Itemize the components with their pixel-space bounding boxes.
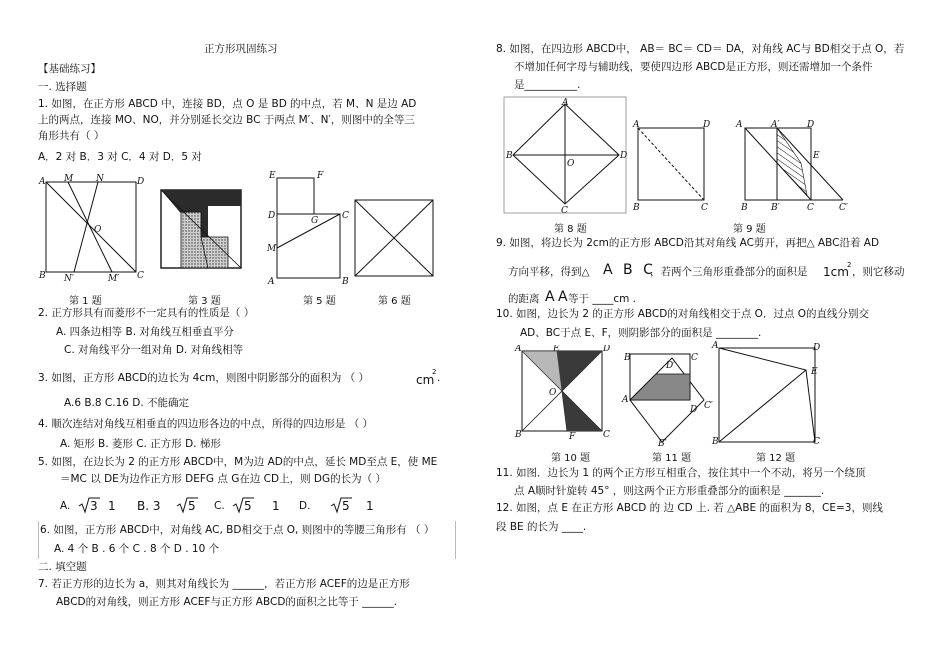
label-G: G <box>311 216 319 226</box>
label-Cp: C′ <box>839 203 848 213</box>
q5-option-a-value: 3 <box>90 499 98 513</box>
q9-line2-a: 方向平移，得到△ <box>508 266 590 278</box>
label-C: C <box>813 437 820 445</box>
label-A: A <box>39 177 46 187</box>
q1-line1: 1. 如图，在正方形 ABCD 中，连接 BD，点 O 是 BD 的中点，若 M、N 是边 AD <box>38 98 417 110</box>
label-B: B <box>342 277 349 286</box>
q1-line2: 上的两点，连接 MO、NO，并分别延长交边 BC 于两点 M′、N′，则图中的全等三 <box>38 114 415 126</box>
label-B: B <box>506 151 513 161</box>
label-Cp: C′ <box>704 401 713 411</box>
q9-line3-a: 的距离 <box>508 293 540 305</box>
label-B: B <box>633 203 640 213</box>
q5-option-a-label: A. <box>60 500 71 512</box>
label-Bp: B′ <box>658 439 667 446</box>
figure-q6 <box>352 194 442 284</box>
figure-q10 <box>513 345 613 441</box>
label-Mp: M′ <box>108 274 120 284</box>
label-E: E <box>811 367 818 377</box>
q5-option-c-tail: 1 <box>272 499 280 513</box>
figure-q5 <box>264 168 354 286</box>
figure-q3 <box>158 182 248 272</box>
q9-line3-c: 等于 ____cm . <box>568 293 637 305</box>
label-A: A <box>515 345 522 354</box>
caption-fig10: 第 10 题 <box>551 453 591 464</box>
label-D: D <box>703 120 711 130</box>
q5-option-c-label: C. <box>214 500 225 512</box>
figure-q11 <box>618 350 713 446</box>
q6-options: A. 4 个 B . 6 个 C . 8 个 D . 10 个 <box>54 543 220 555</box>
label-D: D <box>268 211 276 221</box>
q5-option-d-tail: 1 <box>366 499 374 513</box>
label-Dp: D′ <box>666 361 676 371</box>
label-A: A <box>268 277 275 286</box>
q8-line1: 8. 如图，在四边形 ABCD中， AB＝ BC＝ CD＝ DA，对角线 AC与 BD相交于点 O，若 <box>496 43 905 55</box>
label-E: E <box>553 345 560 354</box>
q9-line2-e: ，则它移动 <box>852 266 905 278</box>
q4-line1: 4. 顺次连结对角线互相垂直的四边形各边的中点，所得的四边形是 （ ） <box>38 418 374 430</box>
label-C: C <box>342 211 349 221</box>
q5-line1: 5. 如图，在边长为 2 的正方形 ABCD中，M为边 AD的中点，延长 MD至点 E，使 ME <box>38 456 438 468</box>
section-choice: 一. 选择题 <box>38 81 87 93</box>
q7-line2: ABCD的对角线，则正方形 ACEF与正方形 ABCD的面积之比等于 ______. <box>56 596 398 608</box>
q9-line2-c: ，若两个三角形重叠部分的面积是 <box>650 266 808 278</box>
q7-line1: 7. 若正方形的边长为 a，则其对角线长为 ______，若正方形 ACEF的边是正方形 <box>38 578 410 590</box>
label-Bp: B′ <box>771 203 780 213</box>
q3-options: A.6 B.8 C.16 D. 不能确定 <box>64 397 190 409</box>
label-D: D <box>813 343 821 353</box>
label-D: D <box>603 345 611 354</box>
label-D: D <box>137 177 145 187</box>
label-C: C <box>691 353 698 363</box>
caption-fig11: 第 11 题 <box>652 453 692 464</box>
label-B: B <box>741 203 748 213</box>
caption-fig12: 第 12 题 <box>756 453 796 464</box>
label-A: A <box>712 341 719 351</box>
q5-option-d-value: 5 <box>342 499 350 513</box>
label-A: A <box>736 120 743 130</box>
q8-line3: 是__________. <box>514 79 581 91</box>
label-D: D <box>807 120 815 130</box>
q9-line2-triangle: A B C <box>603 262 656 278</box>
q5-option-b-value: 5 <box>188 499 196 513</box>
q11-line2: 点 A顺时针旋转 45° ，则这两个正方形重叠部分的面积是 _______. <box>514 485 825 497</box>
label-E: E <box>813 151 820 161</box>
q2-line3: C. 对角线平分一组对角 D. 对角线相等 <box>64 344 244 356</box>
label-O: O <box>549 388 557 398</box>
q3-unit-sup: 2 <box>432 368 437 376</box>
label-C: C <box>807 203 814 213</box>
q6-line1: 6. 如图，正方形 ABCD中，对角线 AC, BD相交于点 O, 则图中的等腰三角形有 （ ） <box>40 524 435 536</box>
q1-line3: 角形共有（ ） <box>38 130 105 142</box>
section-fill: 二. 填空题 <box>38 561 87 573</box>
label-B: B <box>39 271 46 281</box>
q9-line3-aa: AA <box>545 289 571 305</box>
label-F: F <box>569 432 576 441</box>
q9-line1: 9. 如图，将边长为 2cm的正方形 ABCD沿其对角线 AC剪开，再把△ ABC沿着 AD <box>496 237 880 249</box>
label-C: C <box>701 203 708 213</box>
q5-option-d-label: D. <box>299 500 311 512</box>
q5-option-a-tail: 1 <box>108 499 116 513</box>
label-B: B <box>515 430 522 440</box>
q11-line1: 11. 如图．边长为 1 的两个正方形互相重合，按住其中一个不动，将另一个绕顶 <box>496 467 866 479</box>
q4-options: A. 矩形 B. 菱形 C. 正方形 D. 梯形 <box>60 438 221 450</box>
caption-fig9: 第 9 题 <box>733 224 766 235</box>
label-C: C <box>137 271 144 281</box>
figure-q8 <box>503 96 628 214</box>
label-F: F <box>317 171 324 181</box>
label-N: N <box>96 174 104 184</box>
q8-line2: 不增加任何字母与辅助线，要使四边形 ABCD是正方形，则还需增加一个条件 <box>514 61 873 73</box>
q3-unit: cm <box>416 373 435 387</box>
figure-q12 <box>710 340 825 445</box>
q10-line2: AD、BC于点 E、F，则阴影部分的面积是 ________. <box>520 327 762 339</box>
q3-dot: . <box>437 372 441 384</box>
q9-line2-sup: 2 <box>847 261 852 269</box>
label-E: E <box>269 171 276 181</box>
caption-fig6: 第 6 题 <box>378 296 411 307</box>
label-M: M <box>64 174 74 184</box>
q12-line2: 段 BE 的长为 ____. <box>496 521 587 533</box>
section-basic: 【基础练习】 <box>38 63 101 75</box>
q9-line2-d: 1cm <box>823 265 849 279</box>
q3-line1: 3. 如图，正方形 ABCD的边长为 4cm，则图中阴影部分的面积为 （ ） <box>38 372 370 384</box>
label-A: A <box>562 98 569 108</box>
label-C: C <box>561 206 568 214</box>
caption-fig5: 第 5 题 <box>303 296 336 307</box>
label-C: C <box>603 430 610 440</box>
label-O: O <box>567 159 575 169</box>
q5-option-c-value: 5 <box>244 499 252 513</box>
q2-line2: A. 四条边相等 B. 对角线互相垂直平分 <box>56 326 234 338</box>
label-O: O <box>94 225 102 235</box>
figure-q1 <box>38 172 148 284</box>
label-A: A <box>622 395 629 405</box>
label-D: D <box>620 151 628 161</box>
label-M: M <box>267 244 277 254</box>
q1-options: A．2 对 B．3 对 C．4 对 D．5 对 <box>38 151 202 163</box>
q5-option-b-label: B. 3 <box>137 499 161 513</box>
caption-fig3: 第 3 题 <box>188 296 221 307</box>
label-B: B <box>712 437 719 445</box>
caption-fig8: 第 8 题 <box>554 224 587 235</box>
figure-q9 <box>631 118 856 214</box>
q2-line1: 2. 正方形具有而菱形不一定具有的性质是（ ） <box>38 307 255 319</box>
label-D: D <box>690 405 698 415</box>
q5-line2: ＝MC 以 DE为边作正方形 DEFG 点 G在边 CD上，则 DG的长为（ ） <box>60 473 386 485</box>
label-Ap: A′ <box>771 120 780 130</box>
label-Np: N′ <box>64 274 74 284</box>
q12-line1: 12. 如图，点 E 在正方形 ABCD 的 边 CD 上. 若 △ABE 的面积为 8，CE=3，则线 <box>496 502 883 514</box>
label-A: A <box>633 120 640 130</box>
label-B: B <box>624 353 631 363</box>
page-title: 正方形巩固练习 <box>204 43 278 55</box>
caption-fig1: 第 1 题 <box>69 296 102 307</box>
q10-line1: 10. 如图，边长为 2 的正方形 ABCD的对角线相交于点 O．过点 O的直线分别交 <box>496 308 870 320</box>
